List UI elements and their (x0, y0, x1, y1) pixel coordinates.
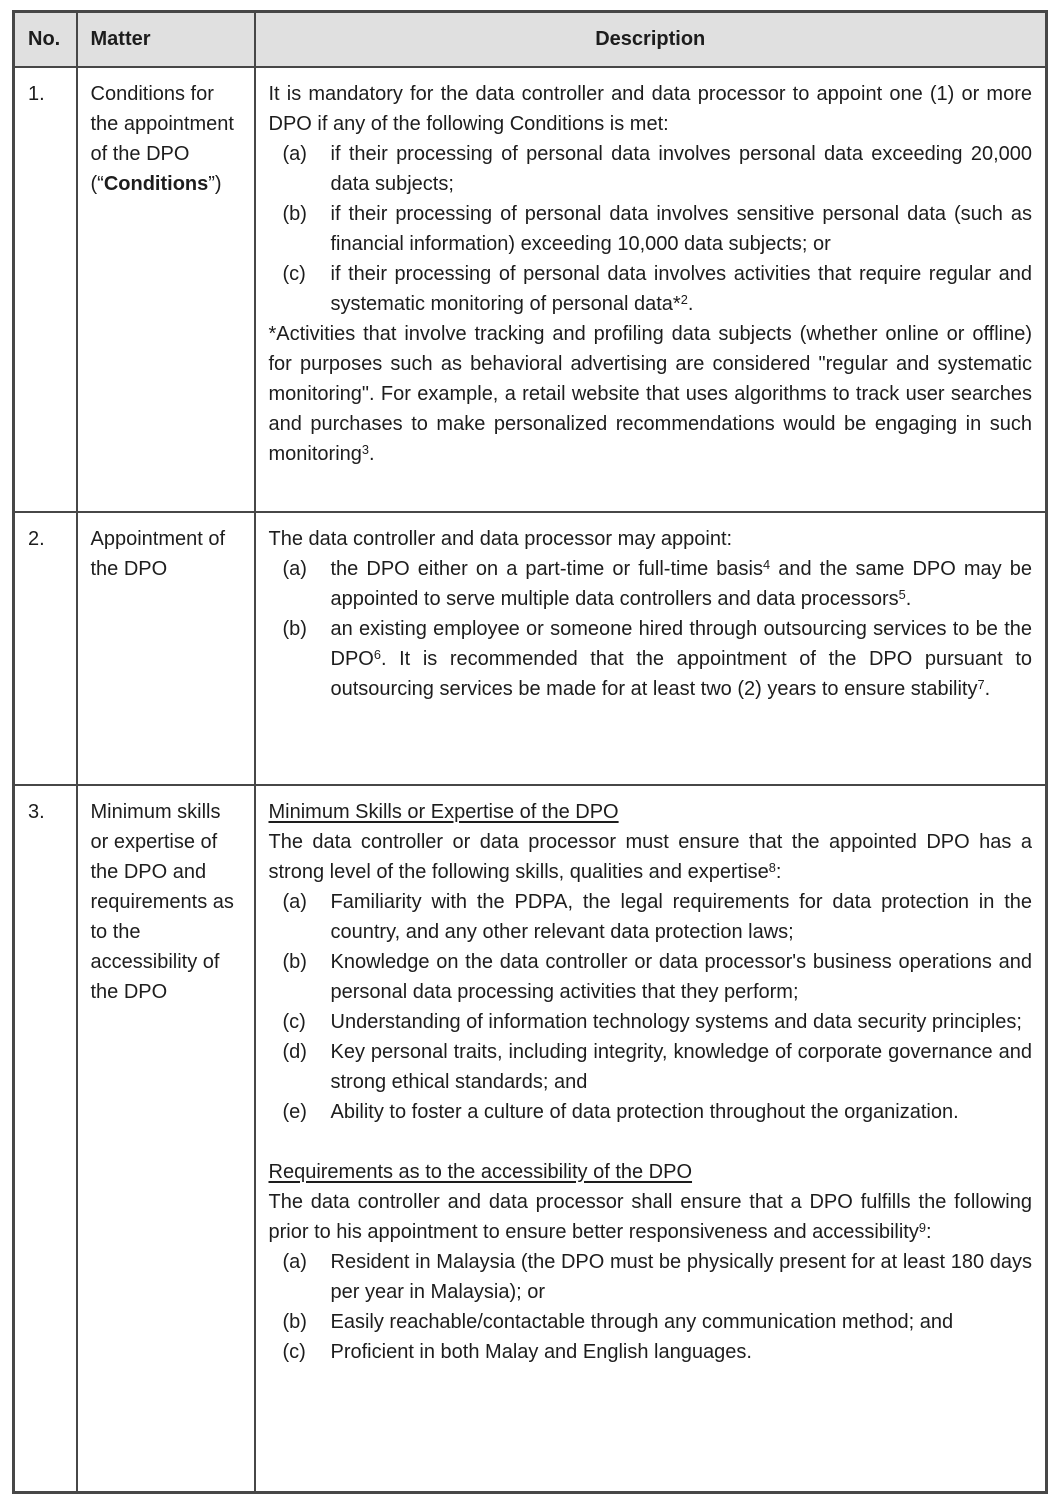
matter-text (91, 524, 241, 584)
text-run: . (369, 442, 375, 465)
list-item-label: (a) (282, 1250, 307, 1273)
cell-description (255, 67, 1047, 512)
list-item-text (331, 199, 1033, 259)
list-item-label: (a) (282, 890, 307, 913)
cell-matter (77, 512, 255, 785)
list-item-text (331, 614, 1033, 704)
cell-no: 3. (14, 785, 77, 1493)
cell-matter (77, 785, 255, 1493)
text-run: Familiarity with the PDPA, the legal requirements for data protection in the country, and any other relevant data protection laws; (330, 890, 1032, 943)
list-item-label: (c) (282, 262, 306, 285)
text-run: *Activities that involve tracking and profiling data subjects (whether online or offline) for purposes such as behavioral advertising are considered "regular and systematic monitoring". For example, a retail website that uses algorithms to track user searches and purchases to make personalized recommendations would be engaging in such monitoring (268, 322, 1032, 465)
list-item-label: (b) (282, 617, 307, 640)
list-item-label: (c) (282, 1340, 306, 1363)
column-header-description: Description (255, 12, 1047, 67)
text-run: Appointment of the DPO (90, 527, 226, 580)
list-item (269, 1037, 1033, 1097)
cell-description (255, 785, 1047, 1493)
footnote-ref: 6 (373, 646, 381, 662)
description-paragraph (269, 79, 1033, 139)
list-item-text (331, 1007, 1033, 1037)
list-item (269, 259, 1033, 319)
table-row (14, 67, 1047, 512)
list-item (269, 1247, 1033, 1307)
list-item (269, 1007, 1033, 1037)
text-run: The data controller and data processor shall ensure that a DPO fulfills the following prior to his appointment to ensure better responsiveness and accessibility (268, 1190, 1032, 1243)
text-run: : (775, 860, 782, 883)
text-run: Easily reachable/contactable through any communication method; and (330, 1310, 954, 1333)
list-item-text (331, 947, 1033, 1007)
table-row (14, 512, 1047, 785)
footnote-ref: 9 (918, 1219, 926, 1235)
list-item-text (331, 1247, 1033, 1307)
text-run: . (687, 292, 694, 315)
text-run: an existing employee or someone hired through outsourcing services to be the DPO (330, 617, 1032, 670)
matter-text (91, 797, 241, 1007)
footnote-ref: 8 (768, 859, 776, 875)
list-item (269, 1307, 1033, 1337)
text-run: The data controller or data processor must ensure that the appointed DPO has a strong level of the following skills, qualities and expertise (268, 830, 1032, 883)
text-run: if their processing of personal data involves personal data exceeding 20,000 data subjects; (330, 142, 1032, 195)
cell-matter (77, 67, 255, 512)
list-item (269, 1097, 1033, 1127)
text-run: The data controller and data processor may appoint: (268, 527, 733, 550)
list-item-label: (e) (282, 1100, 307, 1123)
table-row (14, 785, 1047, 1493)
list-item (269, 614, 1033, 704)
text-run: if their processing of personal data involves sensitive personal data (such as financial information) exceeding 10,000 data subjects; or (330, 202, 1032, 255)
text-run: Conditions for the appointment of the DPO (“ (90, 82, 234, 195)
footnote-ref: 2 (680, 291, 688, 307)
text-run: . (905, 587, 912, 610)
description-paragraph (269, 319, 1033, 469)
cell-no: 1. (14, 67, 77, 512)
description-paragraph (269, 827, 1033, 887)
list-item-label: (b) (282, 202, 307, 225)
section-heading (269, 797, 1033, 827)
text-run: Proficient in both Malay and English languages. (330, 1340, 752, 1363)
list-item-text (331, 259, 1033, 319)
text-run: ”) (208, 172, 222, 195)
text-run: Understanding of information technology systems and data security principles; (330, 1010, 1022, 1033)
list-item-text (331, 1307, 1033, 1337)
text-run: Minimum Skills or Expertise of the DPO (268, 800, 619, 823)
text-run: . It is recommended that the appointment of the DPO pursuant to outsourcing services be made for at least two (2) years to ensure stability (330, 647, 1032, 700)
list-item (269, 887, 1033, 947)
list-item (269, 199, 1033, 259)
list-item-label: (a) (282, 142, 307, 165)
list-item-text (331, 887, 1033, 947)
list-item-label: (a) (282, 557, 307, 580)
column-header-no: No. (14, 12, 77, 67)
footnote-ref: 3 (361, 441, 370, 457)
list-item-label: (d) (282, 1040, 307, 1063)
list-item-label: (c) (282, 1010, 306, 1033)
section-heading (269, 1157, 1033, 1187)
list-item (269, 947, 1033, 1007)
text-run: Ability to foster a culture of data protection throughout the organization. (330, 1100, 959, 1123)
footnote-ref: 5 (898, 586, 906, 602)
list-item-label: (b) (282, 950, 307, 973)
table-header-row (14, 12, 1047, 67)
list-item-text (331, 139, 1033, 199)
list-item (269, 1337, 1033, 1367)
spacer (269, 1127, 1033, 1157)
description-paragraph (269, 1187, 1033, 1247)
footnote-ref: 4 (763, 556, 771, 572)
matter-text (91, 79, 241, 199)
list-item-text (331, 1037, 1033, 1097)
list-item (269, 139, 1033, 199)
text-run: . (984, 677, 991, 700)
text-run: Minimum skills or expertise of the DPO and requirements as to the accessibility of the DPO (90, 800, 234, 1003)
text-run: Requirements as to the accessibility of the DPO (268, 1160, 693, 1183)
cell-no: 2. (14, 512, 77, 785)
text-run: It is mandatory for the data controller and data processor to appoint one (1) or more DPO if any of the following Conditions is met: (268, 82, 1032, 135)
list-item-text (331, 1097, 1033, 1127)
footnote-ref: 7 (977, 676, 985, 692)
text-run: : (925, 1220, 932, 1243)
cell-description (255, 512, 1047, 785)
dpo-guidance-table (12, 10, 1048, 1494)
list-item-text (331, 554, 1033, 614)
column-header-matter: Matter (77, 12, 255, 67)
text-run: Resident in Malaysia (the DPO must be physically present for at least 180 days per year in Malaysia); or (330, 1250, 1032, 1303)
text-run: Conditions (103, 172, 209, 195)
text-run: the DPO either on a part-time or full-time basis (330, 557, 763, 580)
list-item-label: (b) (282, 1310, 307, 1333)
text-run: Key personal traits, including integrity, knowledge of corporate governance and strong ethical standards; and (330, 1040, 1032, 1093)
text-run: if their processing of personal data involves activities that require regular and systematic monitoring of personal data* (330, 262, 1032, 315)
table-body (14, 67, 1047, 1493)
text-run: Knowledge on the data controller or data processor's business operations and personal data processing activities that they perform; (330, 950, 1032, 1003)
description-paragraph (269, 524, 1033, 554)
list-item-text (331, 1337, 1033, 1367)
text-run: and the same DPO may be appointed to serve multiple data controllers and data processors (330, 557, 1032, 610)
list-item (269, 554, 1033, 614)
